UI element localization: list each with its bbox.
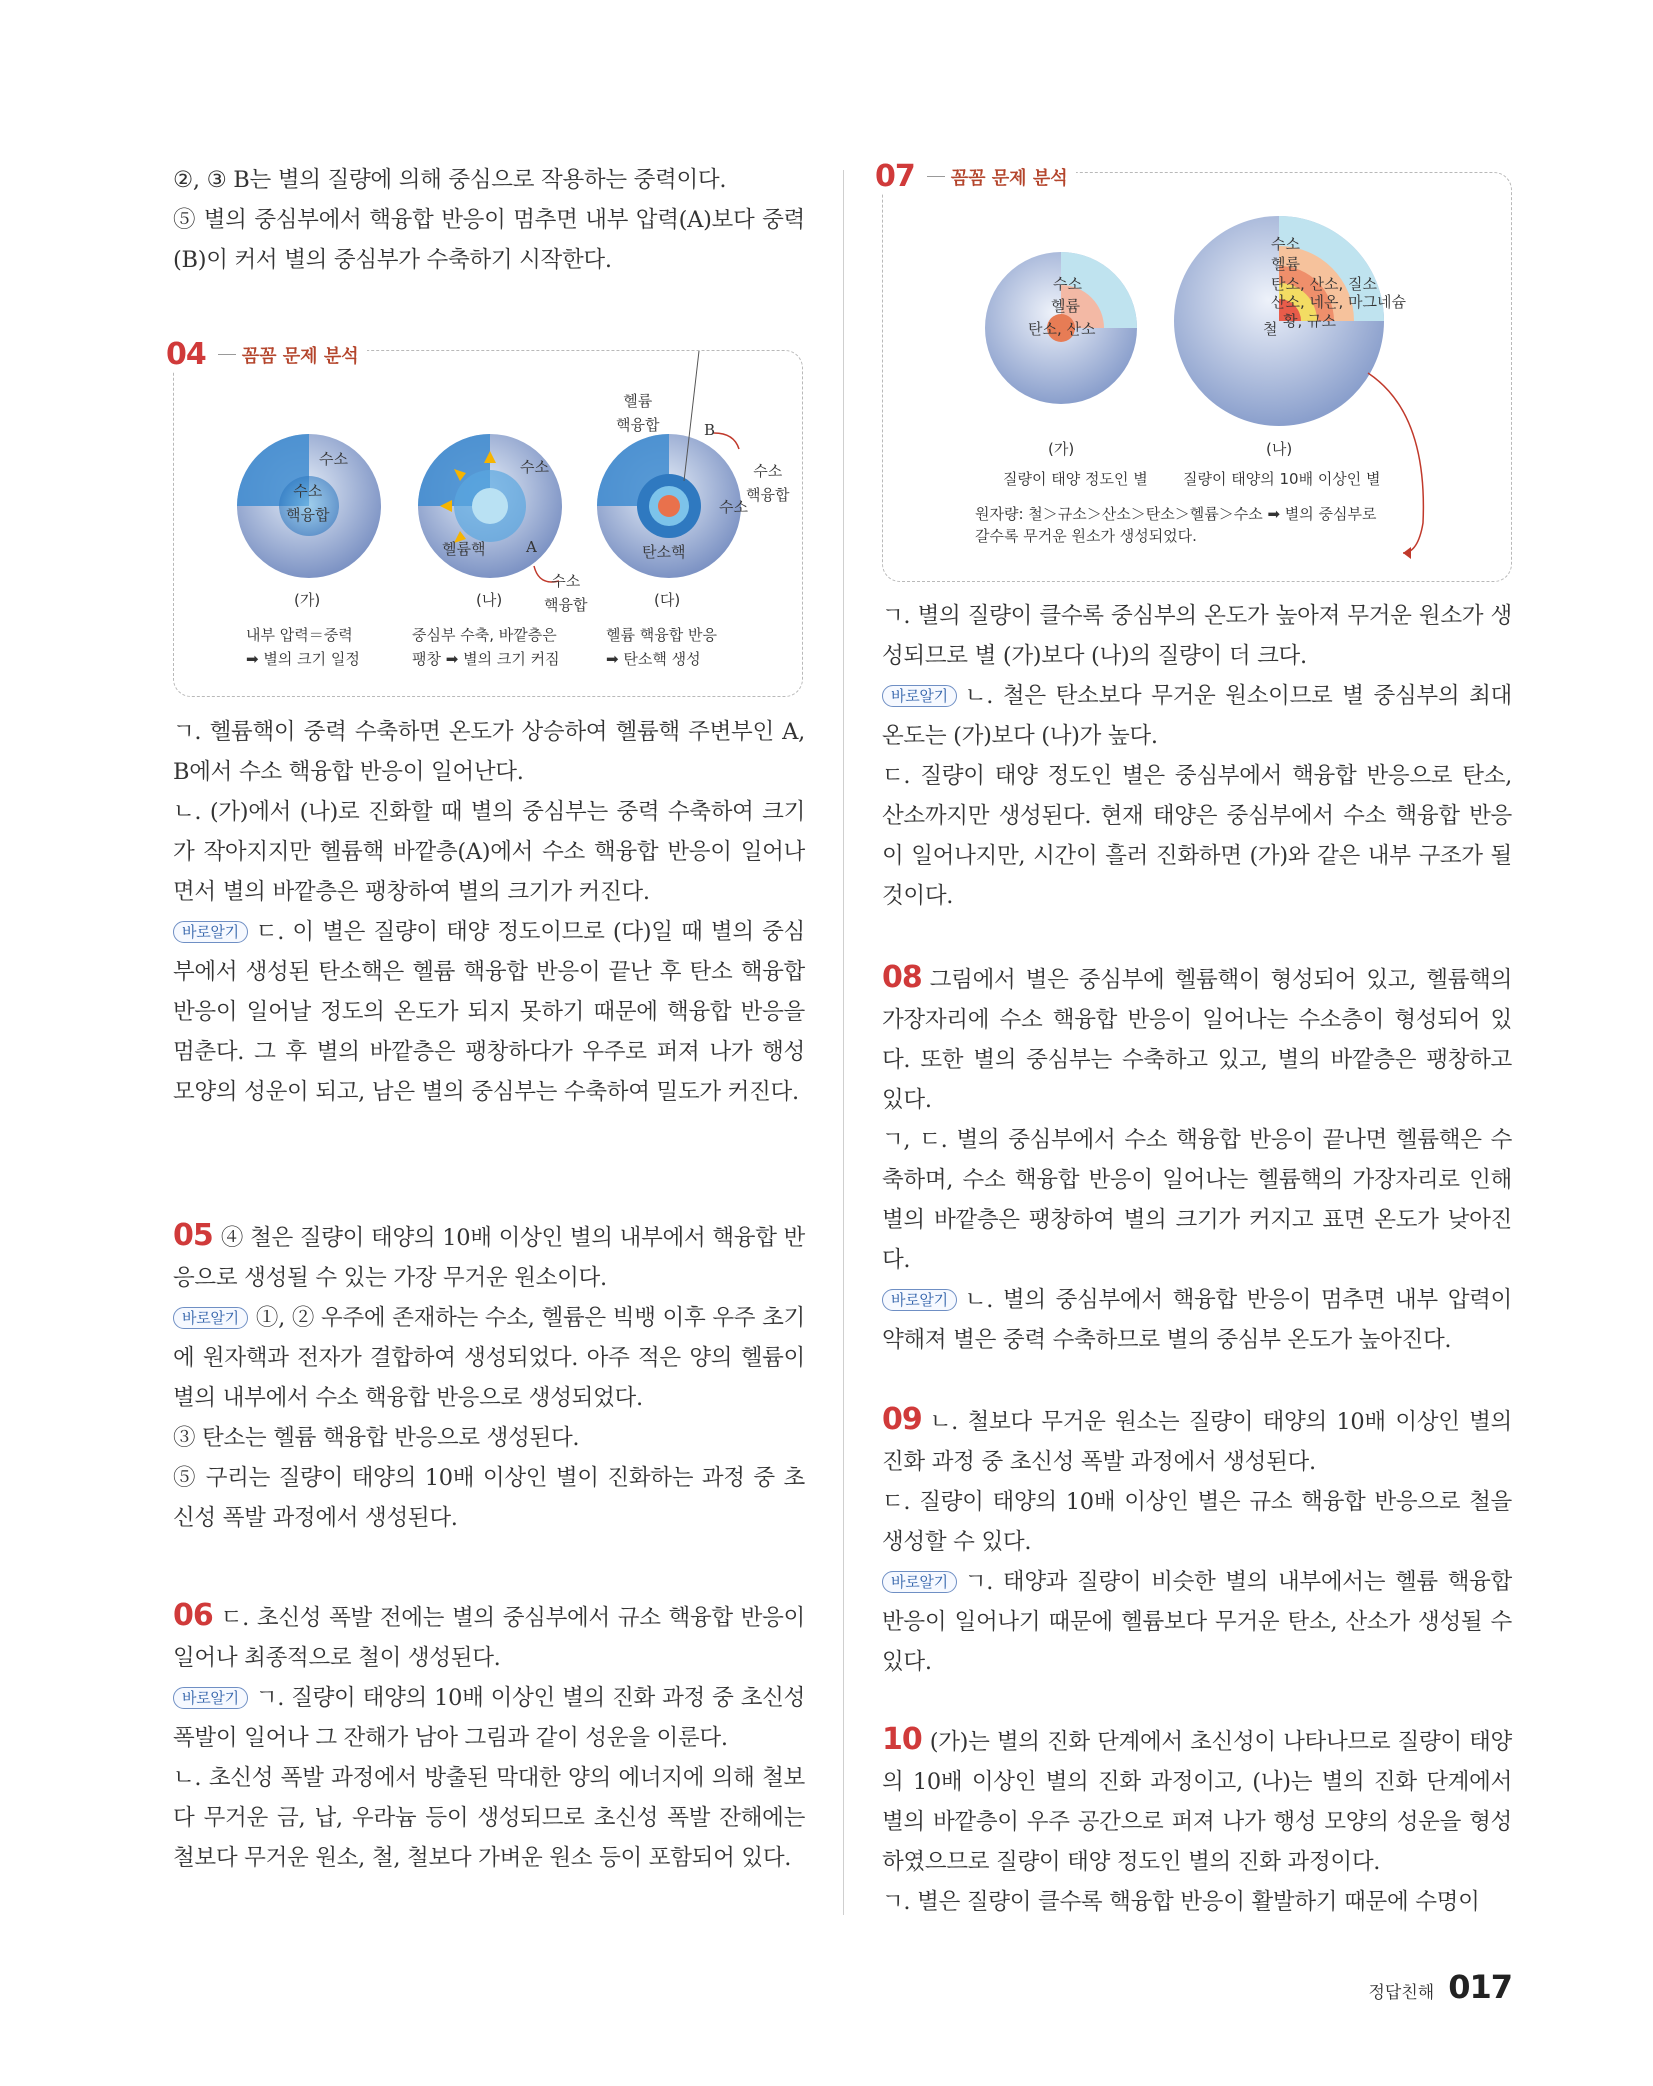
ga-label-7: (가) (1048, 440, 1075, 458)
q07-note-2: 갈수록 무거운 원소가 생성되었다. (975, 527, 1197, 545)
na-l3: 탄소, 산소, 질소 (1271, 275, 1378, 293)
ga-outer-label: 수소 (319, 450, 348, 468)
ga-l2: 헬륨 (1051, 297, 1080, 315)
q08-p2: ㄱ, ㄷ. 별의 중심부에서 수소 핵융합 반응이 끝나면 헬륨핵은 수축하며, 수소 핵융합 반응이 일어나는 헬륨핵의 가장자리로 인해 별의 바깥층은 팽창하여 별의 크기가 커지고 표면 온도가 낮아진다. (882, 1127, 1512, 1273)
q10-answer (882, 1720, 1512, 1922)
intro-block (173, 160, 805, 280)
q07-tag: 꼼꼼 문제 분석 (950, 167, 1068, 189)
q07-note-1: 원자량: 철＞규소＞산소＞탄소＞헬륨＞수소 ➡ 별의 중심부로 (975, 505, 1377, 523)
q04-tag: 꼼꼼 문제 분석 (241, 345, 359, 367)
na-a-label: A (526, 538, 537, 556)
footer-label: 정답친해 (1368, 1983, 1435, 2003)
na-core-label: 헬륨핵 (442, 540, 486, 558)
page-footer (1369, 1968, 1513, 2006)
na-label-7: (나) (1266, 440, 1293, 458)
q07-p2: ㄴ. 철은 탄소보다 무거운 원소이므로 별 중심부의 최대 온도는 (가)보다 (나)가 높다. (882, 683, 1512, 749)
q05-badge: 바로알기 (173, 1307, 248, 1329)
q07-analysis-box (875, 159, 1512, 582)
da-label: (다) (654, 591, 681, 609)
page-number: 017 (1448, 1968, 1512, 2006)
ga-l1: 수소 (1053, 275, 1082, 293)
column-divider (843, 170, 844, 1915)
q08-number: 08 (882, 960, 922, 995)
q08-p3: ㄴ. 별의 중심부에서 핵융합 반응이 멈추면 내부 압력이 약해져 별은 중력 수축하므로 별의 중심부 온도가 높아진다. (882, 1287, 1512, 1353)
q04-answer (173, 712, 805, 1112)
q06-badge: 바로알기 (173, 1687, 248, 1709)
q04-number: 04 (166, 337, 206, 372)
na-fusion-label: 수소 핵융합 (544, 572, 588, 614)
da-h-label: 수소 (719, 498, 748, 516)
q08-p1: 그림에서 별은 중심부에 헬륨핵이 형성되어 있고, 헬륨핵의 가장자리에 수소 핵융합 반응이 일어나는 수소층이 형성되어 있다. 또한 별의 중심부는 수축하고 있고, 별의 바깥층은 팽창하고 있다. (882, 967, 1512, 1113)
da-b-label: B (704, 421, 716, 439)
q09-answer (882, 1400, 1512, 1682)
na-l4: 산소, 네온, 마그네슘 (1271, 293, 1406, 311)
q06-p2: ㄱ. 질량이 태양의 10배 이상인 별의 진화 과정 중 초신성 폭발이 일어나 그 잔해가 남아 그림과 같이 성운을 이룬다. (173, 1685, 805, 1751)
q07-number: 07 (875, 159, 915, 194)
q07-answer (882, 596, 1512, 916)
q06-p3: ㄴ. 초신성 폭발 과정에서 방출된 막대한 양의 에너지에 의해 철보다 무거운 금, 납, 우라늄 등이 생성되므로 초신성 폭발 잔해에는 철보다 무거운 원소, 철, 철보다 가벼운 원소 등이 포함되어 있다. (173, 1765, 805, 1871)
q04-badge: 바로알기 (173, 921, 248, 943)
q09-number: 09 (882, 1402, 922, 1437)
q10-p1: (가)는 별의 진화 단계에서 초신성이 나타나므로 질량이 태양의 10배 이상인 별의 진화 과정이고, (나)는 별의 진화 단계에서 별의 바깥층이 우주 공간으로 퍼져 나가 행성 모양의 성운을 형성하였으므로 질량이 태양 정도인 별의 진화 과정이다. (882, 1729, 1512, 1875)
q08-answer (882, 958, 1512, 1360)
da-caption: 헬륨 핵융합 반응 ➡ 탄소핵 생성 (606, 626, 717, 668)
da-core-label: 탄소핵 (642, 543, 686, 561)
da-fusion-label: 수소 핵융합 (746, 462, 790, 504)
q09-p3: ㄱ. 태양과 질량이 비슷한 별의 내부에서는 헬륨 핵융합 반응이 일어나기 때문에 헬륨보다 무거운 탄소, 산소가 생성될 수 있다. (882, 1569, 1512, 1675)
na-label: (나) (476, 591, 503, 609)
q05-p2: ①, ② 우주에 존재하는 수소, 헬륨은 빅뱅 이후 우주 초기에 원자핵과 전자가 결합하여 생성되었다. 아주 적은 양의 헬륨이 별의 내부에서 수소 핵융합 반응으로 생성되었다. (173, 1305, 805, 1411)
q09-p2: ㄷ. 질량이 태양의 10배 이상인 별은 규소 핵융합 반응으로 철을 생성할 수 있다. (882, 1489, 1512, 1555)
intro-line-2: ⑤ 별의 중심부에서 핵융합 반응이 멈추면 내부 압력(A)보다 중력(B)이 커서 별의 중심부가 수축하기 시작한다. (173, 207, 805, 273)
q04-p1: ㄱ. 헬륨핵이 중력 수축하면 온도가 상승하여 헬륨핵 주변부인 A, B에서 수소 핵융합 반응이 일어난다. (173, 719, 805, 785)
q09-p1: ㄴ. 철보다 무거운 원소는 질량이 태양의 10배 이상인 별의 진화 과정 중 초신성 폭발 과정에서 생성된다. (882, 1409, 1512, 1475)
q06-p1: ㄷ. 초신성 폭발 전에는 별의 중심부에서 규소 핵융합 반응이 일어나 최종적으로 철이 생성된다. (173, 1605, 805, 1671)
q07-badge: 바로알기 (882, 685, 957, 707)
q05-p1: ④ 철은 질량이 태양의 10배 이상인 별의 내부에서 핵융합 반응으로 생성될 수 있는 가장 무거운 원소이다. (173, 1225, 805, 1291)
q05-answer (173, 1216, 805, 1538)
ga-core-label: 수소 핵융합 (286, 482, 330, 524)
q05-p4: ⑤ 구리는 질량이 태양의 10배 이상인 별이 진화하는 과정 중 초신성 폭발 과정에서 생성된다. (173, 1465, 805, 1531)
q10-p2: ㄱ. 별은 질량이 클수록 핵융합 반응이 활발하기 때문에 수명이 (882, 1889, 1480, 1915)
na-caption: 중심부 수축, 바깥층은 팽창 ➡ 별의 크기 커짐 (412, 626, 560, 668)
na-l6: 철 (1263, 320, 1278, 338)
q06-number: 06 (173, 1598, 213, 1633)
na-l2: 헬륨 (1271, 255, 1300, 273)
ga-caption: 내부 압력＝중력 ➡ 별의 크기 일정 (246, 626, 360, 668)
q08-badge: 바로알기 (882, 1289, 957, 1311)
q04-p3: ㄷ. 이 별은 질량이 태양 정도이므로 (다)일 때 별의 중심부에서 생성된 탄소핵은 헬륨 핵융합 반응이 끝난 후 탄소 핵융합 반응이 일어날 정도의 온도가 되지 못하기 때문에 핵융합 반응을 멈춘다. 그 후 별의 바깥층은 팽창하다가 우주로 퍼져 나가 행성 모양의 성운이 되고, 남은 별의 중심부는 수축하여 밀도가 커진다. (173, 919, 805, 1105)
q06-answer (173, 1596, 805, 1878)
da-top-label: 헬륨 핵융합 (616, 392, 660, 434)
q09-badge: 바로알기 (882, 1571, 957, 1593)
q05-p3: ③ 탄소는 헬륨 핵융합 반응으로 생성된다. (173, 1425, 580, 1451)
na-caption-7: 질량이 태양의 10배 이상인 별 (1183, 470, 1381, 488)
ga-label: (가) (294, 591, 321, 609)
ga-l3: 탄소, 산소 (1028, 320, 1096, 338)
q10-number: 10 (882, 1722, 922, 1757)
intro-line-1: ②, ③ B는 별의 질량에 의해 중심으로 작용하는 중력이다. (173, 167, 727, 193)
q05-number: 05 (173, 1218, 213, 1253)
na-l5: 황, 규소 (1283, 312, 1337, 330)
q04-p2: ㄴ. (가)에서 (나)로 진화할 때 별의 중심부는 중력 수축하여 크기가 작아지지만 헬륨핵 바깥층(A)에서 수소 핵융합 반응이 일어나면서 별의 바깥층은 팽창하여 별의 크기가 커진다. (173, 799, 805, 905)
q07-p3: ㄷ. 질량이 태양 정도인 별은 중심부에서 핵융합 반응으로 탄소, 산소까지만 생성된다. 현재 태양은 중심부에서 수소 핵융합 반응이 일어나지만, 시간이 흘러 진화하면 (가)와 같은 내부 구조가 될 것이다. (882, 763, 1512, 909)
na-l1: 수소 (1271, 235, 1300, 253)
q04-analysis-box (166, 337, 803, 697)
q07-p1: ㄱ. 별의 질량이 클수록 중심부의 온도가 높아져 무거운 원소가 생성되므로 별 (가)보다 (나)의 질량이 더 크다. (882, 603, 1512, 669)
na-h-label: 수소 (520, 458, 549, 476)
ga-caption-7: 질량이 태양 정도인 별 (1003, 470, 1148, 488)
